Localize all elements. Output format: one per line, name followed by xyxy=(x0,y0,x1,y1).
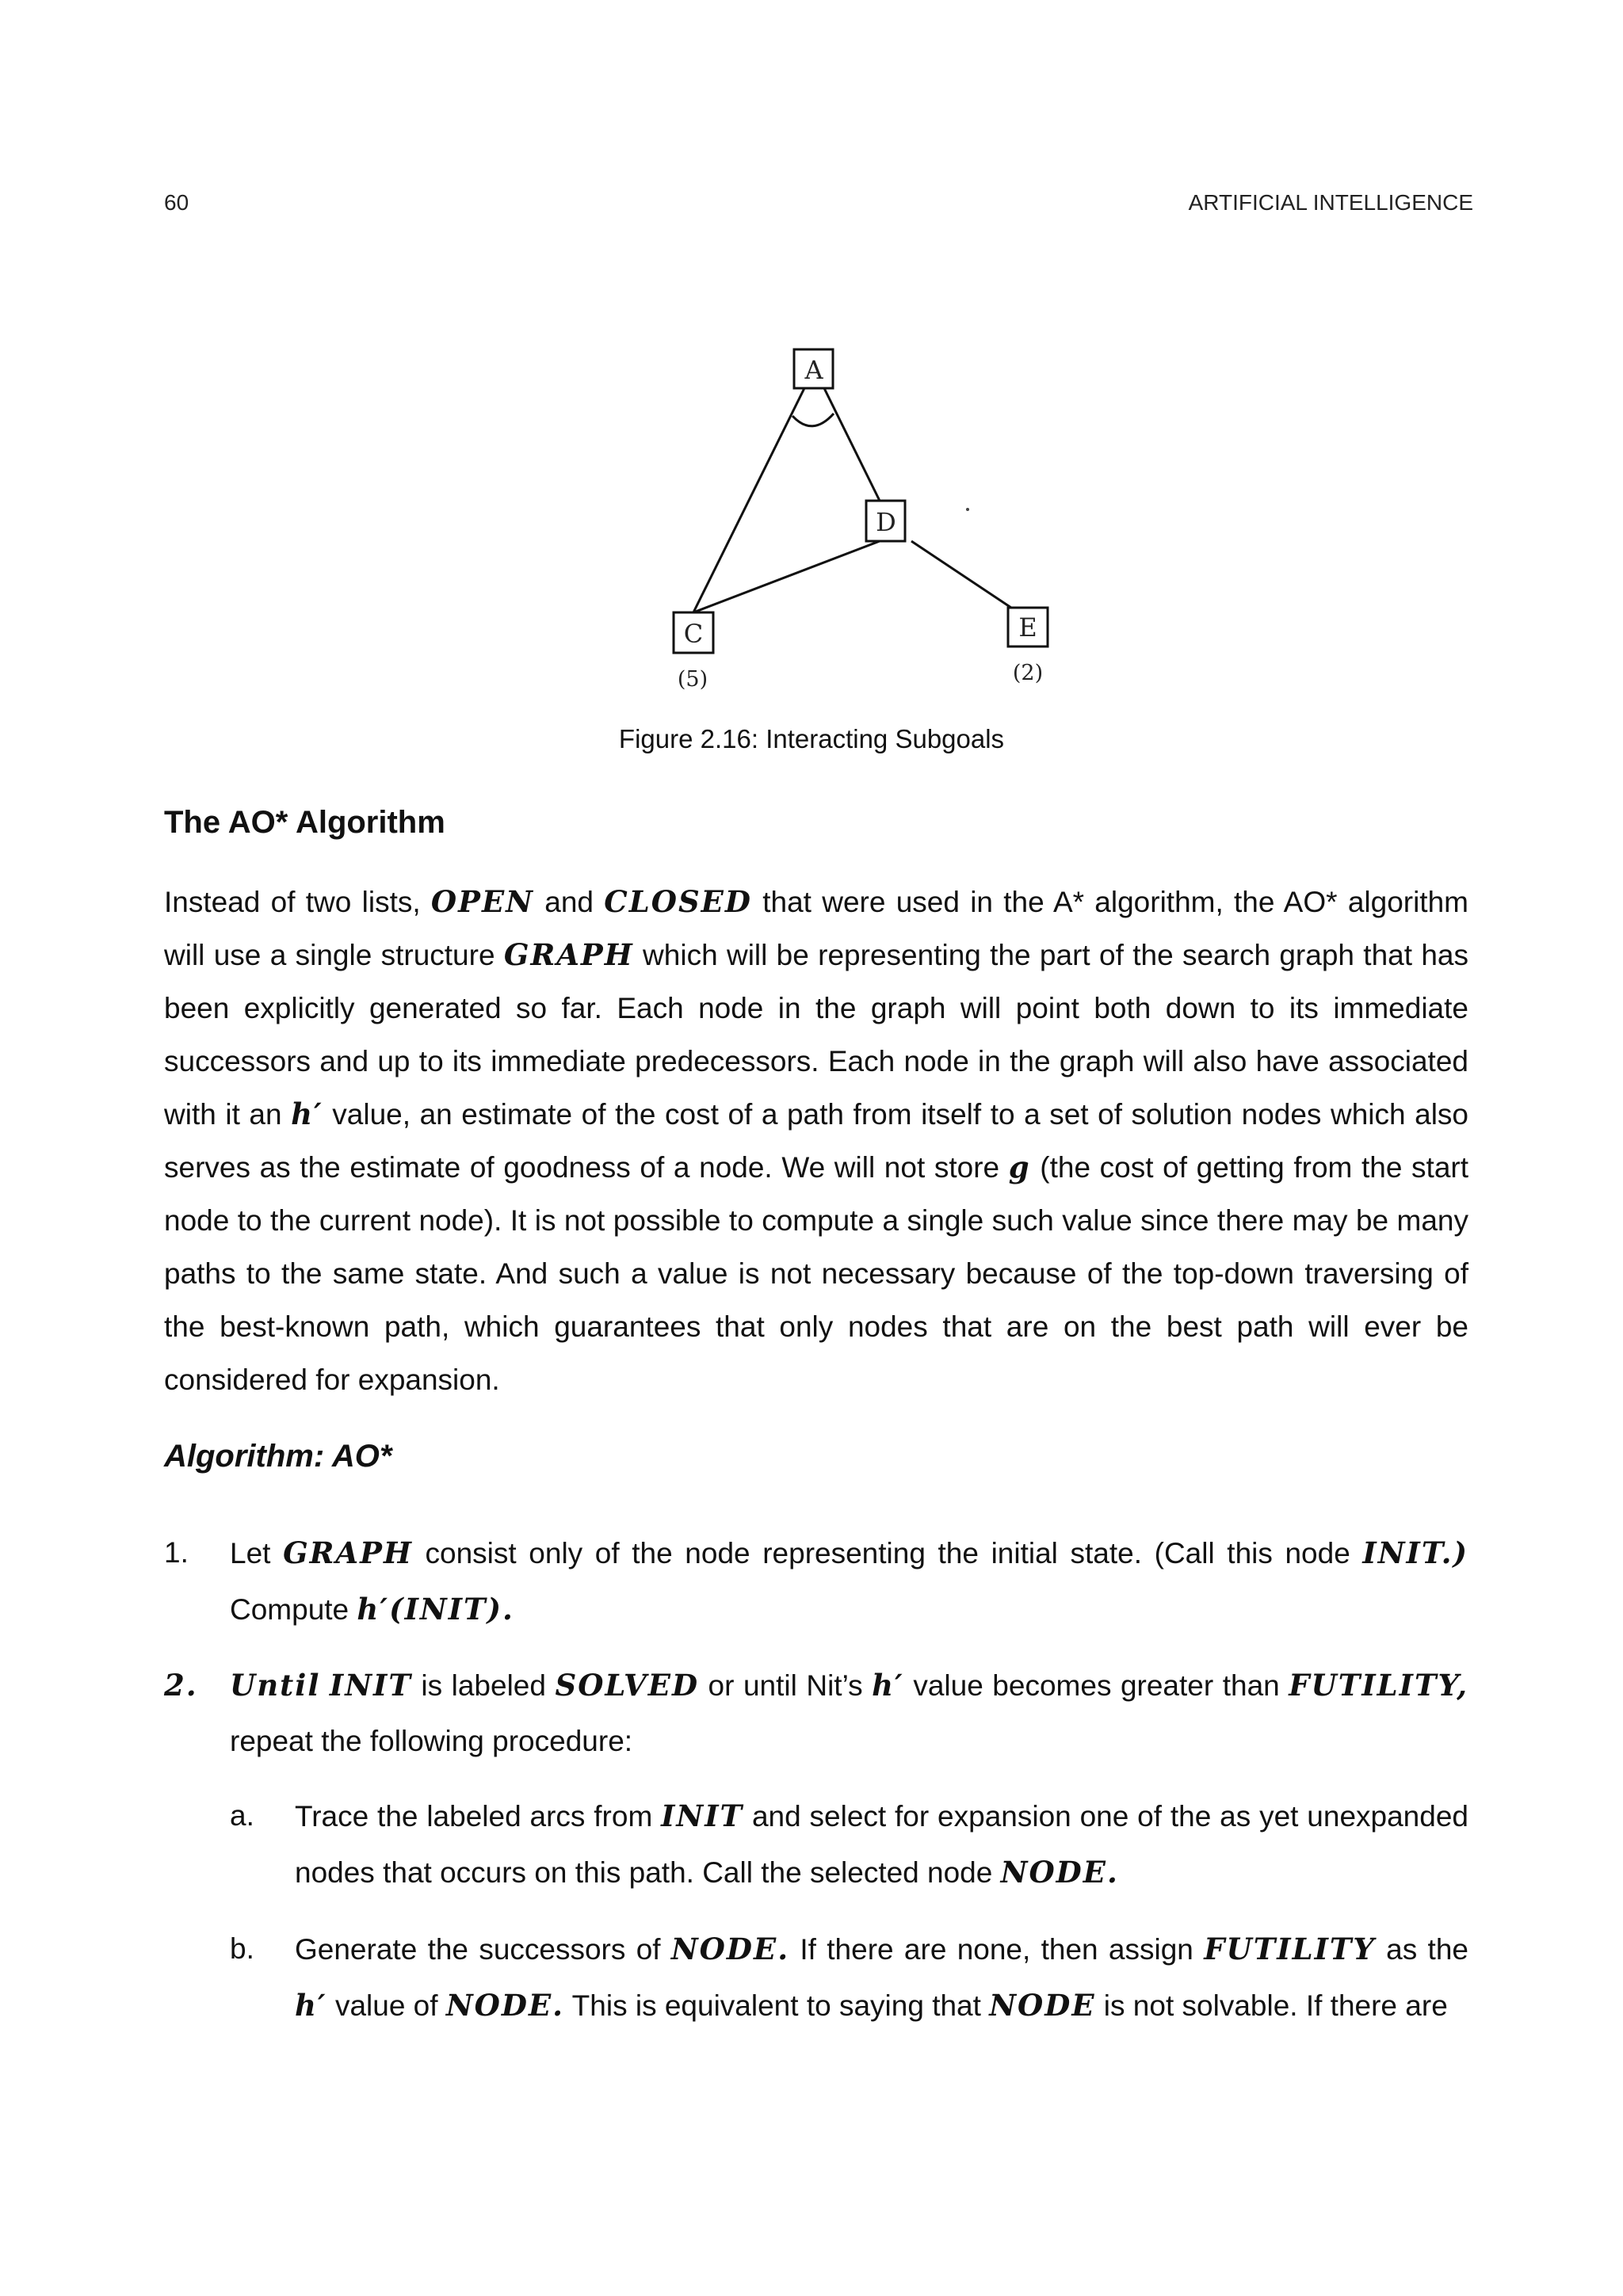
node-e-label: E xyxy=(1018,612,1037,643)
edge-a-c xyxy=(693,388,804,612)
figure-caption: Figure 2.16: Interacting Subgoals xyxy=(618,724,1005,753)
node-c-label: C xyxy=(683,619,704,649)
node-a-label: A xyxy=(804,355,823,385)
step-a-text: Trace the labeled arcs from INIT and select for expansion one of the as yet unexpanded nodes that occurs on this path. Call the selected node NODE. xyxy=(295,1798,1468,1890)
cost-c-label: (5) xyxy=(677,667,708,692)
step-1-text: Let GRAPH consist only of the node representing the initial state. (Call this node INIT.) Compute h′(INIT). xyxy=(230,1535,1469,1627)
step-2-number: 2. xyxy=(164,1668,198,1703)
edge-d-c xyxy=(693,541,880,612)
h-prime-symbol: h′ xyxy=(291,1097,323,1131)
step-2-text: Until INIT is labeled SOLVED or until Nit’s h′ value becomes greater than FUTILITY, repeat the following procedure: xyxy=(230,1668,1469,1757)
algorithm-title: Algorithm: AO* xyxy=(164,1439,392,1474)
closed-symbol: CLOSED xyxy=(604,884,752,919)
edge-d-e xyxy=(911,541,1011,608)
and-arc xyxy=(792,414,834,426)
step-1-number: 1. xyxy=(164,1536,189,1569)
step-b-text: Generate the successors of NODE. If there are none, then assign FUTILITY as the h′ value of NODE. This is equivalent to saying that NODE is not solvable. If there are xyxy=(295,1932,1468,2023)
running-title: ARTIFICIAL INTELLIGENCE xyxy=(1188,190,1473,215)
graph-symbol: GRAPH xyxy=(503,937,634,972)
g-symbol: g xyxy=(1008,1150,1031,1184)
stray-dot xyxy=(966,508,969,511)
section-title: The AO* Algorithm xyxy=(164,805,445,840)
step-b-number: b. xyxy=(230,1932,254,1965)
body-paragraph: Instead of two lists, OPEN and CLOSED that were used in the A* algorithm, the AO* algorithm will use a single structure GRAPH which will be representing the part of the search graph that has been explicitly generated so far. Each node in the graph will point both down to its immediate successors and up to its immediate predecessors. Each node in the graph will also have associated with it an h′ value, an estimate of the cost of a path from itself to a set of solution nodes which also serves as the estimate of goodness of a node. We will not store g (the cost of getting from the start node to the current node). It is not possible to compute a single such value since there may be many paths to the same state. And such a value is not necessary because of the top-down traversing of the best-known path, which guarantees that only nodes that are on the best path will ever be considered for expansion. xyxy=(164,884,1469,1396)
open-symbol: OPEN xyxy=(430,884,534,919)
page-number: 60 xyxy=(164,190,189,215)
step-a-number: a. xyxy=(230,1799,254,1832)
cost-e-label: (2) xyxy=(1012,661,1044,685)
edge-a-d xyxy=(824,388,880,501)
node-d-label: D xyxy=(876,507,896,537)
interacting-subgoals-figure xyxy=(0,0,1623,713)
